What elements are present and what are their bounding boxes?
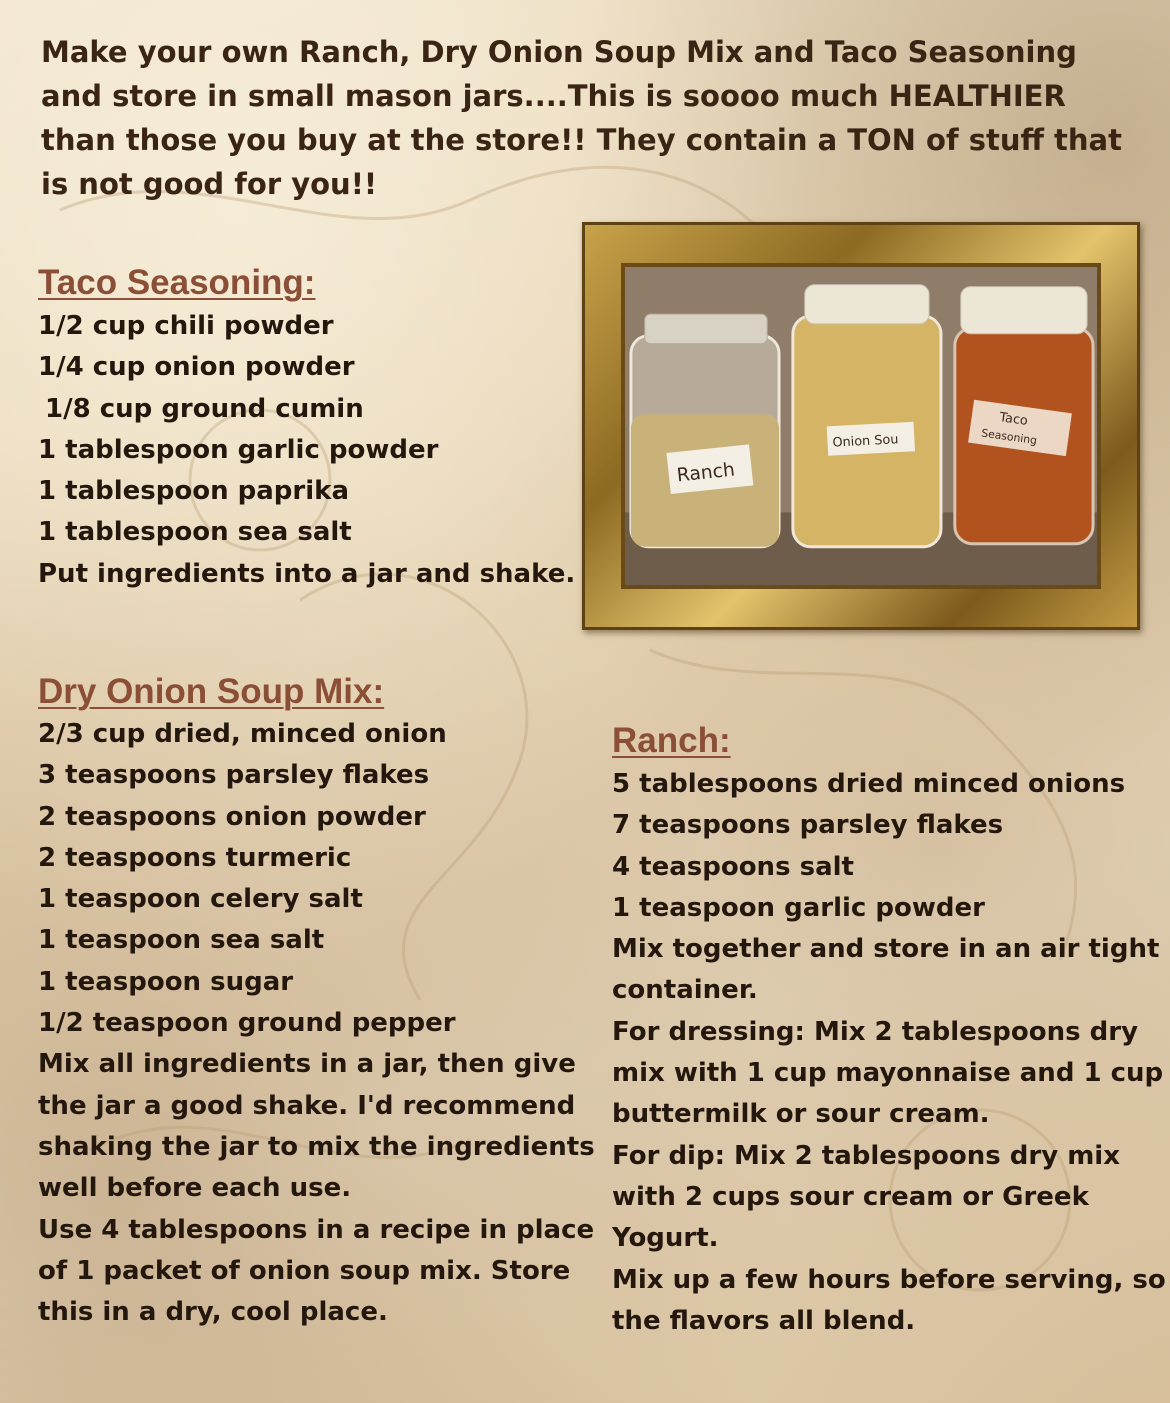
onion-soup-jar [793, 285, 941, 547]
recipe-line: mix with 1 cup mayonnaise and 1 cup [612, 1058, 1164, 1089]
recipe-line: 1 teaspoon sea salt [38, 925, 325, 956]
taco-jar-label-line2: Seasoning [980, 426, 1038, 448]
recipe-line: of 1 packet of onion soup mix. Store [38, 1255, 571, 1286]
recipe-line: Put ingredients into a jar and shake. [38, 558, 576, 589]
recipe-line: 1 tablespoon sea salt [38, 517, 352, 548]
taco-seasoning-recipe [38, 260, 575, 595]
recipe-line: 1 tablespoon paprika [38, 476, 349, 507]
recipe-line: 2/3 cup dried, minced onion [38, 719, 447, 749]
recipe-line: 2 teaspoons onion powder [38, 801, 426, 832]
framed-jars-photo [582, 222, 1140, 630]
ranch-jar-label: Ranch [675, 459, 736, 487]
recipe-line: For dip: Mix 2 tablespoons dry mix [612, 1140, 1120, 1171]
recipe-line: 1 tablespoon garlic powder [38, 434, 439, 465]
onion-soup-mix-title: Dry Onion Soup Mix: [38, 672, 385, 711]
recipe-line: 1/8 cup ground cumin [45, 393, 364, 424]
recipe-line: container. [612, 975, 758, 1006]
recipe-line: the jar a good shake. I'd recommend [38, 1090, 576, 1121]
ranch-recipe [612, 718, 1166, 1342]
recipe-line: For dressing: Mix 2 tablespoons dry [612, 1016, 1139, 1047]
recipe-line: the flavors all blend. [612, 1305, 916, 1336]
recipe-line: Mix together and store in an air tight [612, 934, 1160, 965]
recipe-line: well before each use. [38, 1173, 352, 1204]
onion-soup-mix-lines [38, 714, 595, 1333]
dry-onion-soup-mix-recipe [38, 670, 595, 1333]
recipe-line: 1 teaspoon celery salt [38, 884, 363, 915]
recipe-line: Use 4 tablespoons in a recipe in place [38, 1214, 595, 1245]
recipe-line: 1/4 cup onion powder [38, 352, 355, 383]
recipe-line: with 2 cups sour cream or Greek [612, 1181, 1089, 1212]
recipe-line: Yogurt. [612, 1223, 719, 1254]
recipe-line: 7 teaspoons parsley flakes [612, 810, 1004, 841]
taco-seasoning-title: Taco Seasoning: [38, 263, 316, 302]
recipe-line: 3 teaspoons parsley flakes [38, 760, 430, 791]
recipe-line: 5 tablespoons dried minced onions [612, 769, 1126, 799]
recipe-line: 1/2 teaspoon ground pepper [38, 1008, 456, 1039]
taco-seasoning-jar [955, 287, 1093, 544]
recipe-line: 1 teaspoon garlic powder [612, 892, 985, 923]
taco-seasoning-lines [38, 306, 575, 595]
recipe-line: this in a dry, cool place. [38, 1297, 388, 1328]
ranch-jar [631, 314, 779, 547]
onion-jar-label: Onion Sou [832, 432, 899, 451]
intro-text: Make your own Ranch, Dry Onion Soup Mix and Taco Seasoning and store in small mason jars....This is soooo much HEALTHIER than those you buy at the store!! They contain a TON of stuff that is not good for you!! [41, 35, 1122, 201]
taco-jar-label-line1: Taco [998, 410, 1029, 429]
recipe-line: Mix all ingredients in a jar, then give [38, 1049, 576, 1080]
recipe-line: Mix up a few hours before serving, so [612, 1264, 1166, 1295]
recipe-line: 1 teaspoon sugar [38, 966, 294, 997]
ranch-lines [612, 764, 1166, 1342]
mason-jars-photo [625, 267, 1097, 585]
ranch-title: Ranch: [612, 721, 731, 760]
recipe-line: 2 teaspoons turmeric [38, 842, 352, 873]
recipe-line: 4 teaspoons salt [612, 851, 854, 882]
recipe-line: shaking the jar to mix the ingredients [38, 1131, 595, 1162]
recipe-line: 1/2 cup chili powder [38, 311, 334, 341]
recipe-line: buttermilk or sour cream. [612, 1099, 990, 1130]
photo-area [621, 263, 1101, 589]
